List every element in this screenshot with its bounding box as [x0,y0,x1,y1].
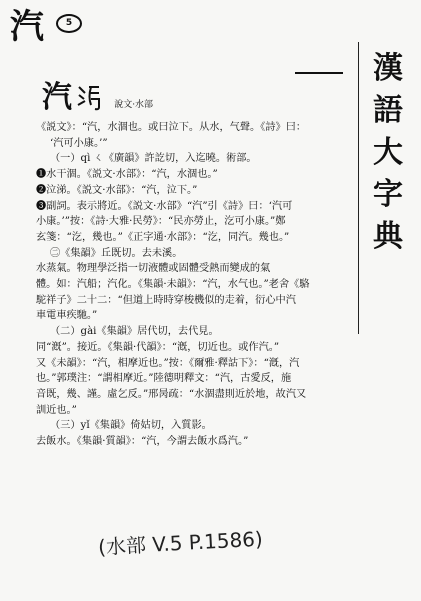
header-rule [295,72,343,74]
entry-line: 水蒸氣。物理學泛指一切液體或固體受熱而變成的氣 [36,263,271,275]
seal-script-glyph [75,83,103,111]
entry-line: ❷泣涕。《説文·水部》：“汽，泣下。” [36,184,198,196]
entry-line: 玄箋：“汔，幾也。”《正字通·水部》：“汔，同汽。幾也。” [36,231,290,243]
headword-marker: 5 [56,14,82,33]
entry-line: （三）yǐ《集韻》倚姑切，入質影。 [50,420,212,432]
entry-line: ‘汽可小康。’” [50,137,108,149]
handwritten-reference: (水部 V.5 P.1586) [97,526,264,560]
title-char: 大 [373,135,403,170]
title-char: 語 [373,93,403,128]
entry-line: 同“漑”。接近。《集韻·代韻》：“漑，切近也。或作汽。” [36,341,280,353]
headword-character: 汽 [10,7,44,47]
entry-body [36,120,352,450]
title-char: 典 [373,219,403,254]
entry-line: 去飯水。《集韻·質韻》：“汽，今謂去飯水爲汽。” [36,436,249,448]
entry-line: 駝祥子》二十二：“但道上時時穿梭機似的走着，衍心中汽 [36,294,296,306]
title-char: 漢 [373,51,403,86]
seal-source: 說文·水部 [114,100,154,110]
dictionary-title [368,48,408,258]
seal-headword: 汽 [42,80,70,115]
entry-line: 也。”郭璞注：“謂相摩近。”陸德明釋文：“汽，古愛反，施 [36,373,292,385]
entry-line: 體。如：汽船；汽化。《集韻·未韻》：“汽，水气也。”老舍《駱 [36,279,310,291]
entry-line: ❸副詞。表示將近。《説文·水部》“汽”引《詩》曰：‘汽可 [36,200,293,212]
entry-line: 音既，幾、謹。虛乞反。”邢昺疏：“水涸盡則近於地，故汽又 [36,388,307,400]
entry-line: ㊁《集韻》丘既切。去未溪。 [50,247,183,259]
entry-line: 車電車疾馳。” [36,310,98,322]
entry-line: 小康。’”按：《詩·大雅·民勞》：“民亦勞止，汔可小康。”鄭 [36,216,286,228]
entry-line: （一）qì ㄑ《廣韻》許訖切，入迄曉。術部。 [50,153,257,165]
entry-line: 訓近也。” [36,404,77,416]
seal-script-row [42,72,153,116]
entry-line: （二）gài《集韻》居代切，去代見。 [50,326,219,338]
entry-line: 又《未韻》：“汽，相摩近也。”按：《爾雅·釋詁下》：“漑，汽 [36,357,300,369]
title-char: 字 [373,177,403,212]
entry-line: 《説文》：“汽，水涸也。或曰泣下。从水，气聲。《詩》曰： [36,122,307,133]
entry-line: ❶水干涸。《説文·水部》：“汽，水涸也。” [36,169,218,181]
